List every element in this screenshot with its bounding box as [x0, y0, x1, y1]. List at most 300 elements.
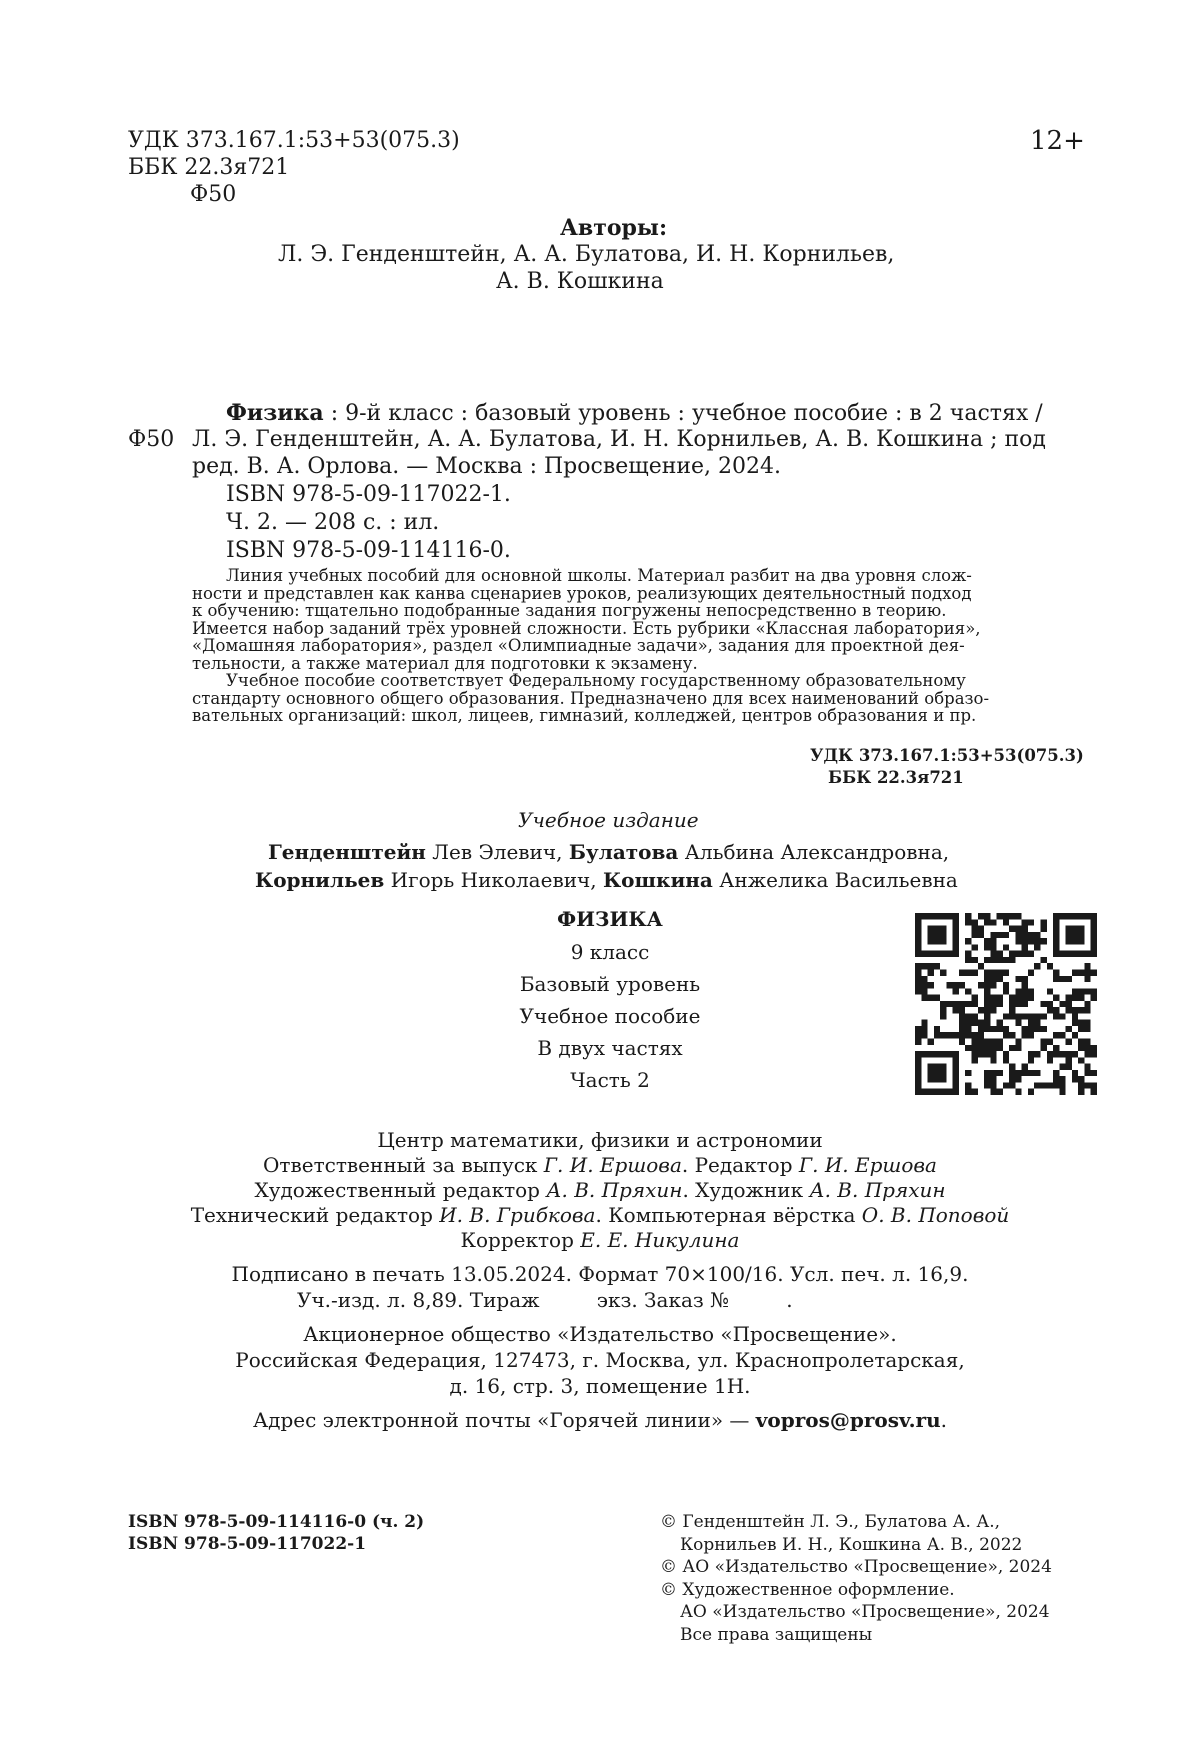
- qr-module: [959, 969, 965, 975]
- qr-module: [997, 1070, 1003, 1076]
- qr-module: [940, 938, 946, 944]
- biblio-part: Ч. 2. — 208 с. : ил.: [226, 510, 440, 535]
- qr-module: [928, 1070, 934, 1076]
- qr-module: [1059, 1064, 1065, 1070]
- qr-module: [953, 1057, 959, 1063]
- qr-module: [1072, 1051, 1078, 1057]
- qr-module: [934, 932, 940, 938]
- annotation-line: «Домашняя лаборатория», раздел «Олимпиадные задачи», задания для проектной дея-: [192, 636, 965, 655]
- qr-module: [915, 1032, 921, 1038]
- qr-module: [1028, 969, 1034, 975]
- qr-module: [1072, 951, 1078, 957]
- qr-module: [1034, 932, 1040, 938]
- qr-module: [990, 932, 996, 938]
- qr-module: [928, 995, 934, 1001]
- qr-module: [1028, 1057, 1034, 1063]
- qr-module: [965, 1026, 971, 1032]
- qr-module: [1059, 1082, 1065, 1088]
- qr-module: [1072, 1076, 1078, 1082]
- qr-module: [1066, 1064, 1072, 1070]
- qr-module: [1009, 957, 1015, 963]
- qr-module: [1072, 1013, 1078, 1019]
- qr-module: [990, 1039, 996, 1045]
- qr-module: [978, 982, 984, 988]
- copyright-line: © Генденштейн Л. Э., Булатова А. А.,: [660, 1512, 1000, 1532]
- qr-module: [921, 1032, 927, 1038]
- qr-module: [940, 1001, 946, 1007]
- qr-module: [971, 926, 977, 932]
- qr-module: [1022, 1026, 1028, 1032]
- qr-module: [934, 1070, 940, 1076]
- qr-module: [1091, 969, 1097, 975]
- qr-module: [1066, 995, 1072, 1001]
- isbn-part: ISBN 978-5-09-114116-0 (ч. 2): [128, 1512, 425, 1532]
- qr-module: [928, 926, 934, 932]
- qr-module: [1066, 938, 1072, 944]
- qr-module: [915, 926, 921, 932]
- qr-module: [965, 969, 971, 975]
- biblio-title: Физика: [226, 400, 324, 426]
- qr-module: [953, 919, 959, 925]
- qr-module: [984, 1039, 990, 1045]
- qr-module: [1047, 1039, 1053, 1045]
- qr-module: [959, 1032, 965, 1038]
- person-name: Е. Е. Никулина: [580, 1228, 740, 1252]
- qr-module: [971, 1045, 977, 1051]
- qr-module: [1003, 913, 1009, 919]
- qr-module: [1072, 1007, 1078, 1013]
- email-link[interactable]: vopros@prosv.ru: [755, 1408, 941, 1432]
- qr-module: [1015, 1070, 1021, 1076]
- authors-line-2: А. В. Кошкина: [496, 269, 664, 294]
- qr-module: [928, 1089, 934, 1095]
- qr-module: [953, 1032, 959, 1038]
- qr-module: [1015, 1013, 1021, 1019]
- qr-module: [1078, 932, 1084, 938]
- qr-module: [1003, 919, 1009, 925]
- annotation-line: Учебное пособие соответствует Федеральному государственному образовательному: [226, 671, 966, 690]
- qr-module: [1015, 1001, 1021, 1007]
- qr-module: [990, 1070, 996, 1076]
- qr-module: [990, 1045, 996, 1051]
- qr-module: [1091, 951, 1097, 957]
- qr-module: [1009, 1070, 1015, 1076]
- qr-module: [934, 1076, 940, 1082]
- qr-module: [915, 1039, 921, 1045]
- qr-module: [953, 1051, 959, 1057]
- qr-module: [971, 1032, 977, 1038]
- qr-module: [1072, 969, 1078, 975]
- qr-module: [934, 913, 940, 919]
- qr-module: [971, 1089, 977, 1095]
- qr-module: [1022, 926, 1028, 932]
- qr-module: [1084, 963, 1090, 969]
- qr-module: [1015, 926, 1021, 932]
- qr-module: [1003, 1032, 1009, 1038]
- qr-module: [1084, 951, 1090, 957]
- qr-module: [1009, 1045, 1015, 1051]
- qr-module: [928, 1051, 934, 1057]
- qr-module: [1003, 1013, 1009, 1019]
- qr-module: [959, 1001, 965, 1007]
- qr-module: [1009, 1007, 1015, 1013]
- qr-module: [1003, 988, 1009, 994]
- qr-module: [1072, 938, 1078, 944]
- person-name: Г. И. Ершова: [798, 1153, 937, 1177]
- qr-module: [1084, 1070, 1090, 1076]
- qr-module: [978, 1026, 984, 1032]
- qr-module: [1078, 1076, 1084, 1082]
- biblio-bbk: ББК 22.3я721: [828, 768, 964, 787]
- qr-module: [1091, 1051, 1097, 1057]
- annotation-line: вательных организаций: школ, лицеев, гимназий, колледжей, центров образования и пр.: [192, 706, 977, 725]
- staff-line-4: [0, 1203, 1200, 1227]
- qr-module: [984, 944, 990, 950]
- qr-module: [1034, 1026, 1040, 1032]
- qr-module: [1022, 938, 1028, 944]
- authors-full-line-1: [268, 840, 949, 864]
- qr-module: [1003, 1057, 1009, 1063]
- qr-module: [997, 976, 1003, 982]
- qr-module: [965, 913, 971, 919]
- qr-module: [1078, 1007, 1084, 1013]
- qr-module: [1066, 1039, 1072, 1045]
- qr-module: [934, 1051, 940, 1057]
- qr-module: [1091, 1070, 1097, 1076]
- qr-module: [953, 988, 959, 994]
- qr-module: [959, 982, 965, 988]
- qr-module: [940, 1076, 946, 1082]
- qr-module: [984, 1082, 990, 1088]
- qr-module: [990, 1026, 996, 1032]
- qr-code: [915, 913, 1097, 1095]
- qr-module: [921, 982, 927, 988]
- qr-module: [928, 963, 934, 969]
- qr-module: [1084, 969, 1090, 975]
- qr-module: [915, 1082, 921, 1088]
- qr-module: [1022, 944, 1028, 950]
- qr-module: [997, 1026, 1003, 1032]
- qr-module: [1009, 951, 1015, 957]
- publisher-line-2: Российская Федерация, 127473, г. Москва, ул. Краснопролетарская,: [235, 1348, 965, 1372]
- role-label: Корректор: [460, 1228, 581, 1252]
- qr-module: [1003, 1082, 1009, 1088]
- qr-module: [1078, 1020, 1084, 1026]
- qr-module: [997, 995, 1003, 1001]
- qr-module: [1084, 1082, 1090, 1088]
- qr-module: [1072, 913, 1078, 919]
- author-name: Лев Элевич,: [425, 840, 569, 864]
- qr-module: [1059, 976, 1065, 982]
- qr-module: [1072, 995, 1078, 1001]
- qr-module: [940, 913, 946, 919]
- qr-module: [965, 988, 971, 994]
- qr-module: [1009, 1001, 1015, 1007]
- qr-module: [921, 1020, 927, 1026]
- qr-module: [1066, 926, 1072, 932]
- qr-module: [997, 932, 1003, 938]
- qr-module: [1066, 932, 1072, 938]
- qr-module: [978, 932, 984, 938]
- age-rating: 12+: [1030, 126, 1085, 156]
- staff-line-2: [0, 1153, 1200, 1177]
- qr-module: [1084, 988, 1090, 994]
- qr-module: [940, 951, 946, 957]
- qr-module: [1022, 988, 1028, 994]
- qr-module: [978, 963, 984, 969]
- qr-module: [1003, 1026, 1009, 1032]
- qr-module: [1084, 1064, 1090, 1070]
- qr-module: [953, 982, 959, 988]
- edition-type: Учебное издание: [518, 808, 699, 832]
- qr-module: [915, 963, 921, 969]
- qr-module: [953, 1076, 959, 1082]
- book-part: Часть 2: [570, 1068, 650, 1092]
- qr-module: [1028, 938, 1034, 944]
- qr-module: [953, 1070, 959, 1076]
- qr-module: [965, 957, 971, 963]
- qr-module: [915, 938, 921, 944]
- qr-module: [984, 1070, 990, 1076]
- qr-module: [1091, 919, 1097, 925]
- qr-module: [990, 1089, 996, 1095]
- qr-module: [1078, 1082, 1084, 1088]
- author-surname: Булатова: [568, 840, 679, 864]
- qr-module: [984, 1020, 990, 1026]
- qr-module: [1047, 1082, 1053, 1088]
- qr-module: [1066, 976, 1072, 982]
- qr-module: [934, 1032, 940, 1038]
- biblio-line-2: Л. Э. Генденштейн, А. А. Булатова, И. Н. Корнильев, А. В. Кошкина ; под: [192, 427, 1046, 452]
- qr-module: [1022, 982, 1028, 988]
- qr-module: [921, 1026, 927, 1032]
- qr-module: [965, 1082, 971, 1088]
- qr-module: [953, 1064, 959, 1070]
- qr-module: [971, 919, 977, 925]
- qr-module: [1003, 944, 1009, 950]
- qr-module: [965, 919, 971, 925]
- author-name: Альбина Александровна,: [678, 840, 950, 864]
- qr-module: [1009, 1064, 1015, 1070]
- qr-module: [1022, 1064, 1028, 1070]
- qr-module: [940, 926, 946, 932]
- qr-module: [990, 1082, 996, 1088]
- qr-module: [978, 1032, 984, 1038]
- qr-module: [1078, 988, 1084, 994]
- qr-module: [990, 1001, 996, 1007]
- copyright-line: АО «Издательство «Просвещение», 2024: [680, 1602, 1050, 1622]
- qr-module: [940, 1051, 946, 1057]
- qr-module: [921, 1051, 927, 1057]
- person-name: А. В. Пряхин: [809, 1178, 946, 1202]
- qr-module: [1022, 1032, 1028, 1038]
- qr-module: [1022, 932, 1028, 938]
- qr-module: [1028, 995, 1034, 1001]
- qr-module: [915, 1051, 921, 1057]
- qr-module: [990, 1051, 996, 1057]
- qr-module: [971, 1051, 977, 1057]
- authors-line-1: Л. Э. Генденштейн, А. А. Булатова, И. Н. Корнильев,: [278, 242, 895, 267]
- qr-module: [1041, 1026, 1047, 1032]
- biblio-line-3: ред. В. А. Орлова. — Москва : Просвещение, 2024.: [192, 454, 782, 479]
- qr-module: [1041, 919, 1047, 925]
- author-name: Анжелика Васильевна: [712, 868, 958, 892]
- qr-module: [997, 1089, 1003, 1095]
- person-name: А. В. Пряхин: [546, 1178, 683, 1202]
- qr-module: [1078, 938, 1084, 944]
- authors-full-line-2: [255, 868, 958, 892]
- qr-module: [1072, 926, 1078, 932]
- publisher-line-1: Акционерное общество «Издательство «Просвещение».: [303, 1322, 897, 1346]
- qr-module: [934, 926, 940, 932]
- qr-module: [1066, 1001, 1072, 1007]
- book-grade: 9 класс: [570, 940, 650, 964]
- qr-module: [1047, 1007, 1053, 1013]
- qr-module: [915, 1076, 921, 1082]
- center-name: Центр математики, физики и астрономии: [377, 1128, 823, 1152]
- qr-module: [1053, 1045, 1059, 1051]
- qr-module: [984, 1007, 990, 1013]
- qr-module: [1015, 938, 1021, 944]
- qr-module: [953, 913, 959, 919]
- copyright-line: Все права защищены: [680, 1624, 873, 1645]
- qr-module: [1034, 1051, 1040, 1057]
- qr-module: [959, 1026, 965, 1032]
- qr-module: [971, 957, 977, 963]
- qr-module: [1009, 926, 1015, 932]
- qr-module: [1041, 1082, 1047, 1088]
- biblio-udk: УДК 373.167.1:53+53(075.3): [810, 746, 1084, 765]
- email-suffix: .: [940, 1408, 947, 1432]
- qr-module: [1084, 1039, 1090, 1045]
- qr-module: [1047, 963, 1053, 969]
- qr-module: [1047, 1001, 1053, 1007]
- qr-module: [1009, 913, 1015, 919]
- qr-module: [1084, 1001, 1090, 1007]
- qr-module: [915, 1070, 921, 1076]
- qr-module: [1091, 1045, 1097, 1051]
- qr-module: [965, 1045, 971, 1051]
- qr-module: [959, 1013, 965, 1019]
- qr-module: [1078, 1089, 1084, 1095]
- qr-module: [1041, 1045, 1047, 1051]
- qr-module: [965, 938, 971, 944]
- qr-module: [959, 1007, 965, 1013]
- qr-module: [984, 969, 990, 975]
- qr-module: [1003, 957, 1009, 963]
- qr-module: [915, 988, 921, 994]
- role-label: . Редактор: [681, 1153, 799, 1177]
- qr-module: [1022, 1013, 1028, 1019]
- qr-module: [934, 1026, 940, 1032]
- qr-module: [1034, 1082, 1040, 1088]
- qr-module: [959, 1039, 965, 1045]
- role-label: Ответственный за выпуск: [263, 1153, 544, 1177]
- annotation-line: Имеется набор заданий трёх уровней сложности. Есть рубрики «Классная лаборатория»,: [192, 618, 981, 638]
- qr-module: [928, 982, 934, 988]
- qr-module: [1022, 1001, 1028, 1007]
- qr-module: [1091, 932, 1097, 938]
- qr-module: [984, 988, 990, 994]
- qr-module: [940, 969, 946, 975]
- qr-module: [971, 1020, 977, 1026]
- qr-module: [1066, 1051, 1072, 1057]
- qr-module: [946, 1051, 952, 1057]
- qr-module: [984, 1045, 990, 1051]
- qr-module: [1059, 913, 1065, 919]
- author-surname: Корнильев: [255, 868, 385, 892]
- qr-module: [946, 1001, 952, 1007]
- qr-module: [1028, 919, 1034, 925]
- qr-module: [1059, 951, 1065, 957]
- qr-module: [990, 944, 996, 950]
- qr-module: [921, 913, 927, 919]
- qr-module: [984, 982, 990, 988]
- qr-module: [915, 919, 921, 925]
- qr-module: [990, 957, 996, 963]
- qr-module: [1009, 995, 1015, 1001]
- qr-module: [990, 919, 996, 925]
- qr-module: [940, 1007, 946, 1013]
- qr-module: [940, 1013, 946, 1019]
- qr-module: [1066, 1026, 1072, 1032]
- qr-module: [1059, 1051, 1065, 1057]
- qr-module: [1028, 951, 1034, 957]
- qr-module: [1015, 932, 1021, 938]
- qr-module: [1059, 1032, 1065, 1038]
- qr-module: [1059, 1076, 1065, 1082]
- qr-module: [971, 995, 977, 1001]
- qr-module: [1078, 1057, 1084, 1063]
- qr-module: [1009, 1032, 1015, 1038]
- qr-module: [997, 1045, 1003, 1051]
- qr-module: [928, 932, 934, 938]
- qr-module: [1034, 944, 1040, 950]
- qr-module: [1028, 1089, 1034, 1095]
- qr-module: [1034, 1070, 1040, 1076]
- qr-module: [1084, 1045, 1090, 1051]
- qr-module: [978, 1020, 984, 1026]
- qr-module: [921, 995, 927, 1001]
- qr-module: [1084, 1007, 1090, 1013]
- qr-module: [940, 932, 946, 938]
- qr-module: [1034, 1013, 1040, 1019]
- qr-module: [915, 982, 921, 988]
- qr-module: [997, 1039, 1003, 1045]
- qr-module: [978, 1051, 984, 1057]
- qr-module: [1022, 995, 1028, 1001]
- qr-module: [934, 938, 940, 944]
- qr-module: [1091, 944, 1097, 950]
- qr-module: [978, 1039, 984, 1045]
- qr-module: [1053, 1032, 1059, 1038]
- qr-module: [959, 1020, 965, 1026]
- qr-module: [921, 976, 927, 982]
- qr-module: [946, 913, 952, 919]
- qr-module: [946, 1032, 952, 1038]
- qr-module: [1053, 944, 1059, 950]
- bbk-code: ББК 22.3я721: [128, 155, 290, 180]
- qr-module: [953, 944, 959, 950]
- biblio-isbn-2: ISBN 978-5-09-114116-0.: [226, 538, 511, 563]
- qr-module: [1053, 1070, 1059, 1076]
- staff-line-3: [0, 1178, 1200, 1202]
- qr-module: [1034, 963, 1040, 969]
- qr-module: [940, 1089, 946, 1095]
- qr-module: [1003, 982, 1009, 988]
- qr-module: [965, 1013, 971, 1019]
- qr-module: [915, 1057, 921, 1063]
